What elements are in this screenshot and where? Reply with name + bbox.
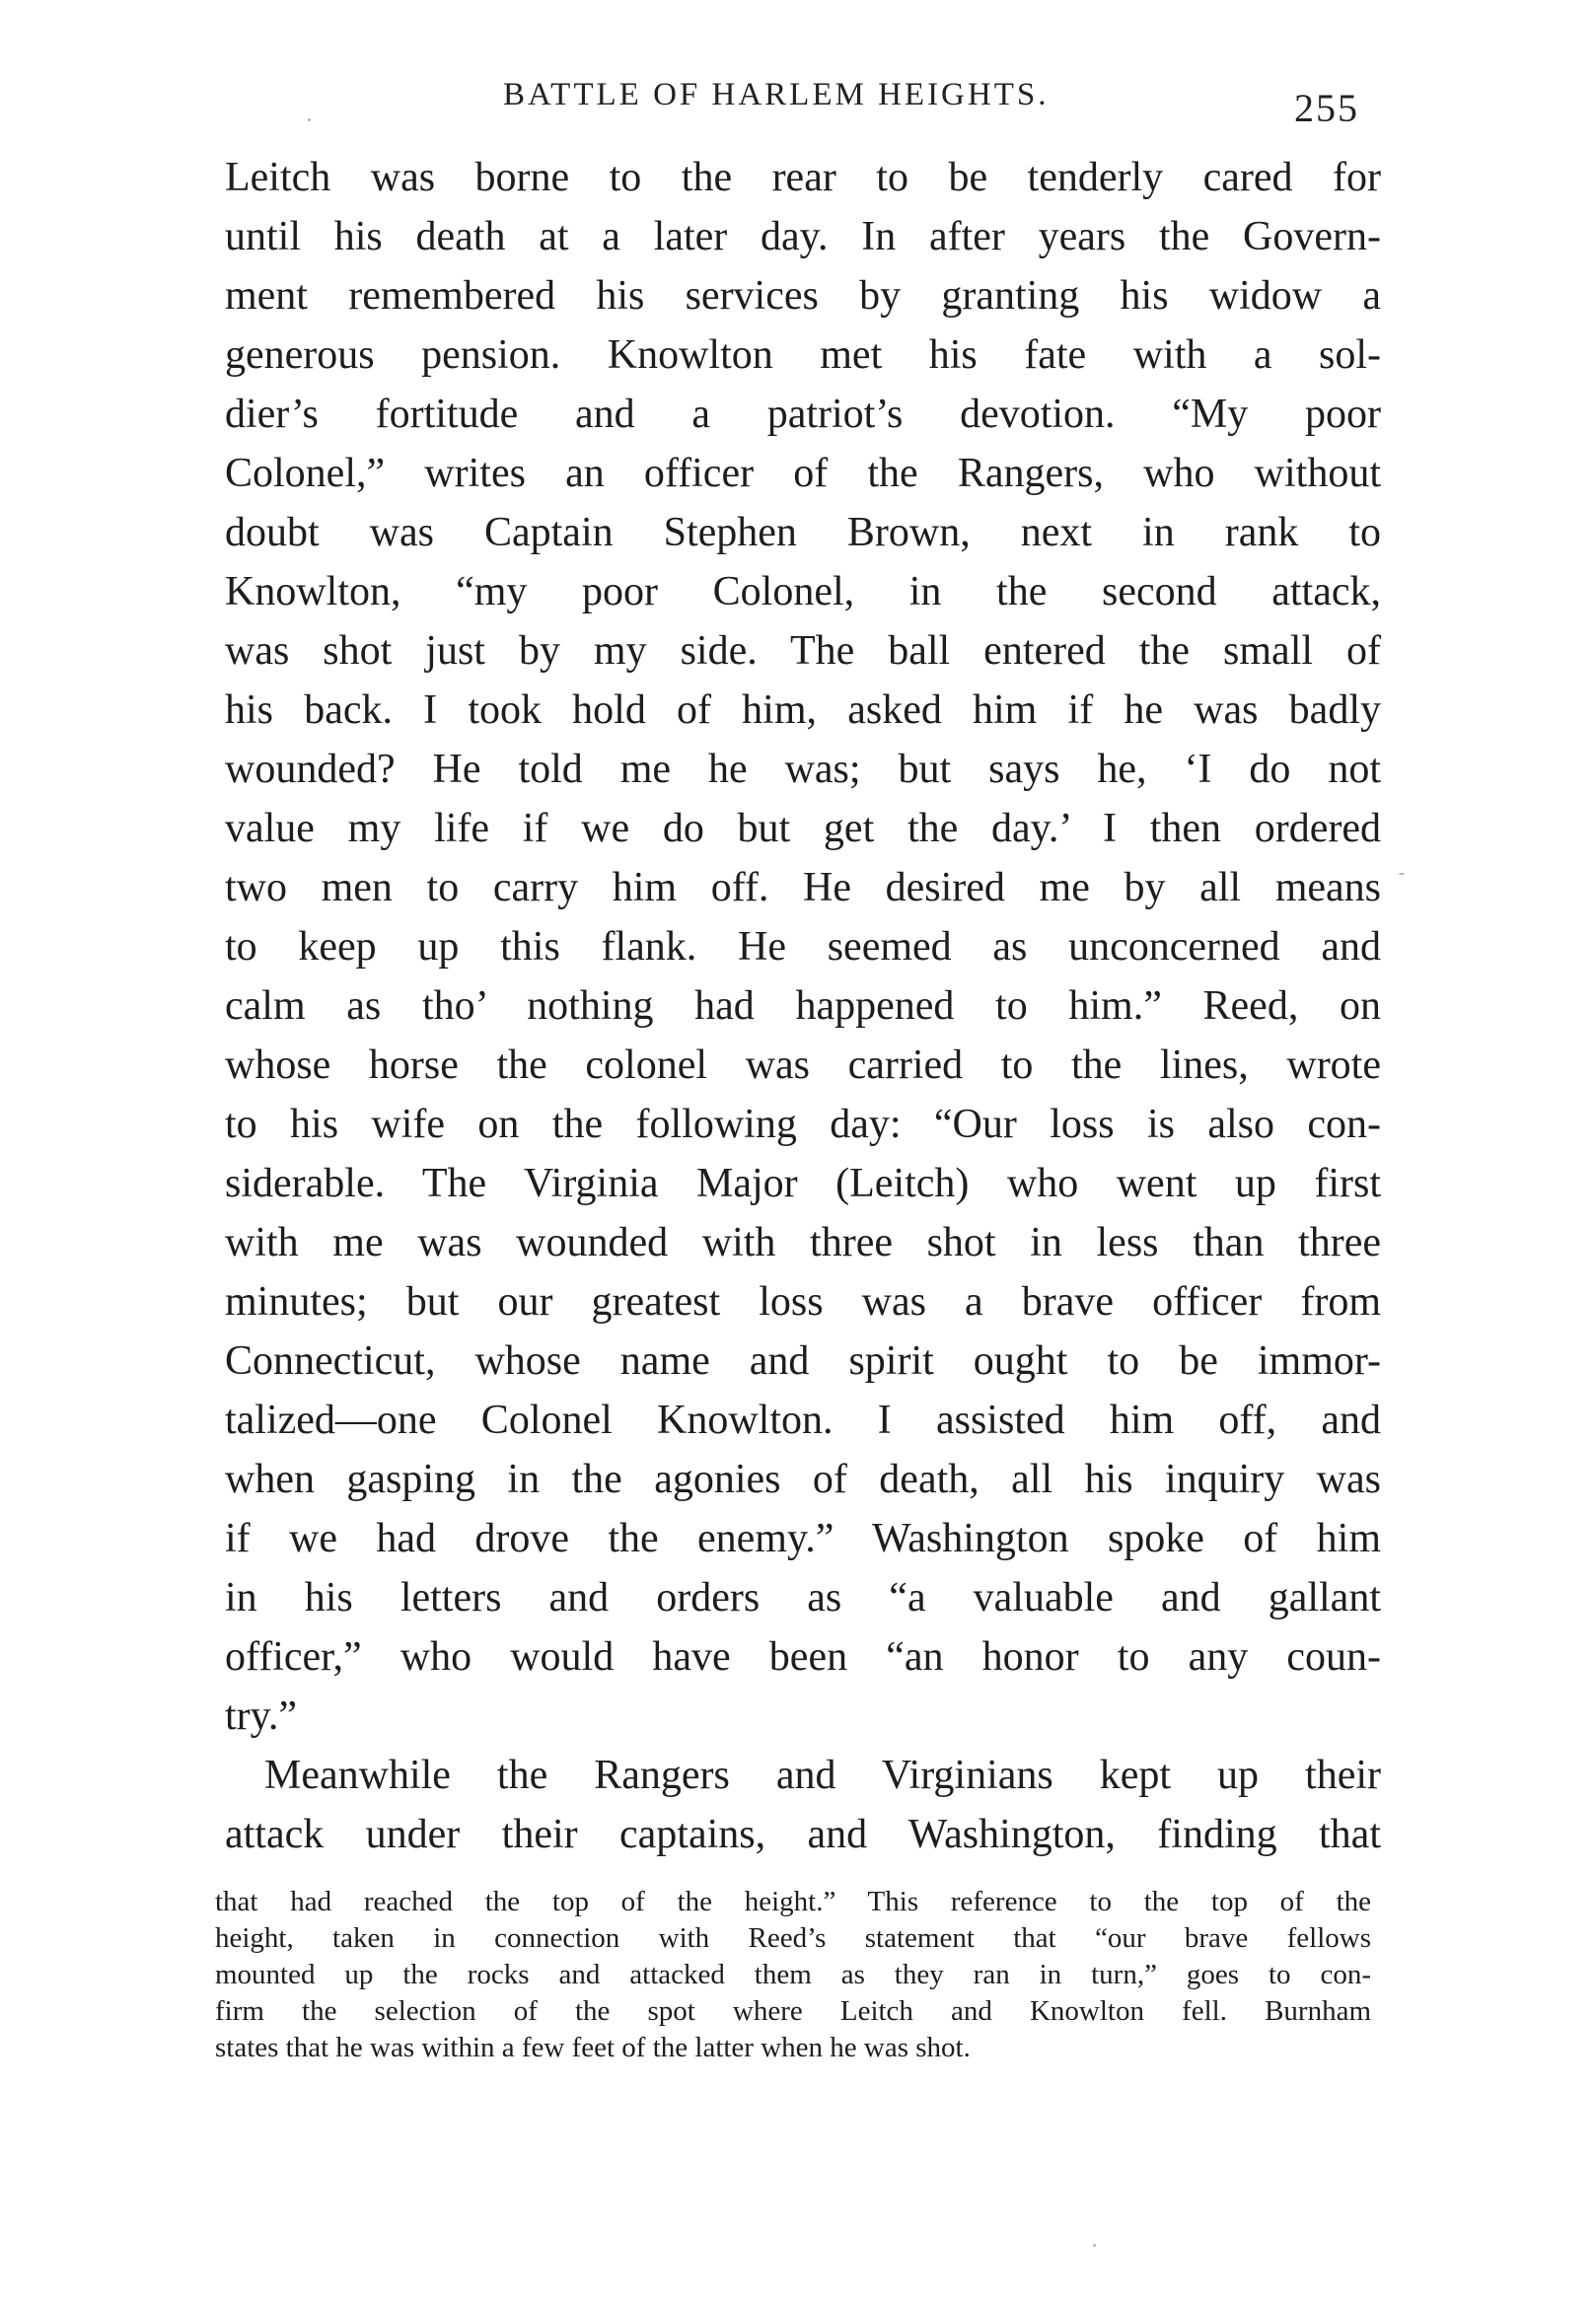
page-number: 255 [1294,86,1359,130]
text-line: Knowlton, “my poor Colonel, in the second attack, [225,569,1381,614]
dust-speck [1093,2244,1096,2247]
footnote-line: mounted up the rocks and attacked them as they ran in turn,” goes to con- [215,1959,1371,1990]
running-head: BATTLE OF HARLEM HEIGHTS. [503,77,1050,112]
footnote-line: firm the selection of the spot where Leitch and Knowlton fell. Burnham [215,1995,1371,2027]
text-line: two men to carry him off. He desired me by all means [225,865,1381,910]
footnote-line: height, taken in connection with Reed’s statement that “our brave fellows [215,1922,1371,1954]
dust-speck [1399,873,1405,875]
text-line: Colonel,” writes an officer of the Rangers, who without [225,451,1381,496]
text-line: when gasping in the agonies of death, all his inquiry was [225,1457,1381,1502]
text-line: wounded? He told me he was; but says he, ‘I do not [225,747,1381,792]
footnote [215,1884,1371,2066]
text-line: calm as tho’ nothing had happened to him.” Reed, on [225,983,1381,1029]
text-line: with me was wounded with three shot in less than three [225,1220,1381,1265]
text-line: siderable. The Virginia Major (Leitch) who went up first [225,1161,1381,1206]
text-line: until his death at a later day. In after years the Govern- [225,214,1381,259]
text-line: Leitch was borne to the rear to be tenderly cared for [225,155,1381,200]
text-line: in his letters and orders as “a valuable and gallant [225,1575,1381,1620]
text-line: was shot just by my side. The ball entered the small of [225,628,1381,674]
dust-speck [308,118,311,121]
footnote-line: that had reached the top of the height.” This reference to the top of the [215,1886,1371,1917]
text-line: his back. I took hold of him, asked him if he was badly [225,687,1381,733]
text-line: try.” [225,1693,298,1739]
text-line: Connecticut, whose name and spirit ought to be immor- [225,1338,1381,1384]
text-line: value my life if we do but get the day.’ I then ordered [225,806,1381,851]
text-line: attack under their captains, and Washington, finding that [225,1812,1381,1857]
text-line: if we had drove the enemy.” Washington spoke of him [225,1516,1381,1561]
text-line: officer,” who would have been “an honor to any coun- [225,1634,1381,1680]
footnote-line: states that he was within a few feet of the latter when he was shot. [215,2032,971,2063]
text-line: dier’s fortitude and a patriot’s devotion. “My poor [225,392,1381,437]
body-text [225,148,1381,1864]
paragraph-first-line: Meanwhile the Rangers and Virginians kept up their [264,1753,1381,1798]
text-line: to keep up this flank. He seemed as unconcerned and [225,924,1381,970]
text-line: generous pension. Knowlton met his fate with a sol- [225,332,1381,378]
text-line: ment remembered his services by granting his widow a [225,273,1381,319]
text-line: whose horse the colonel was carried to the lines, wrote [225,1043,1381,1088]
text-line: to his wife on the following day: “Our loss is also con- [225,1102,1381,1147]
text-line: minutes; but our greatest loss was a brave officer from [225,1279,1381,1325]
text-line: talized—one Colonel Knowlton. I assisted him off, and [225,1398,1381,1443]
text-line: doubt was Captain Stephen Brown, next in rank to [225,510,1381,555]
